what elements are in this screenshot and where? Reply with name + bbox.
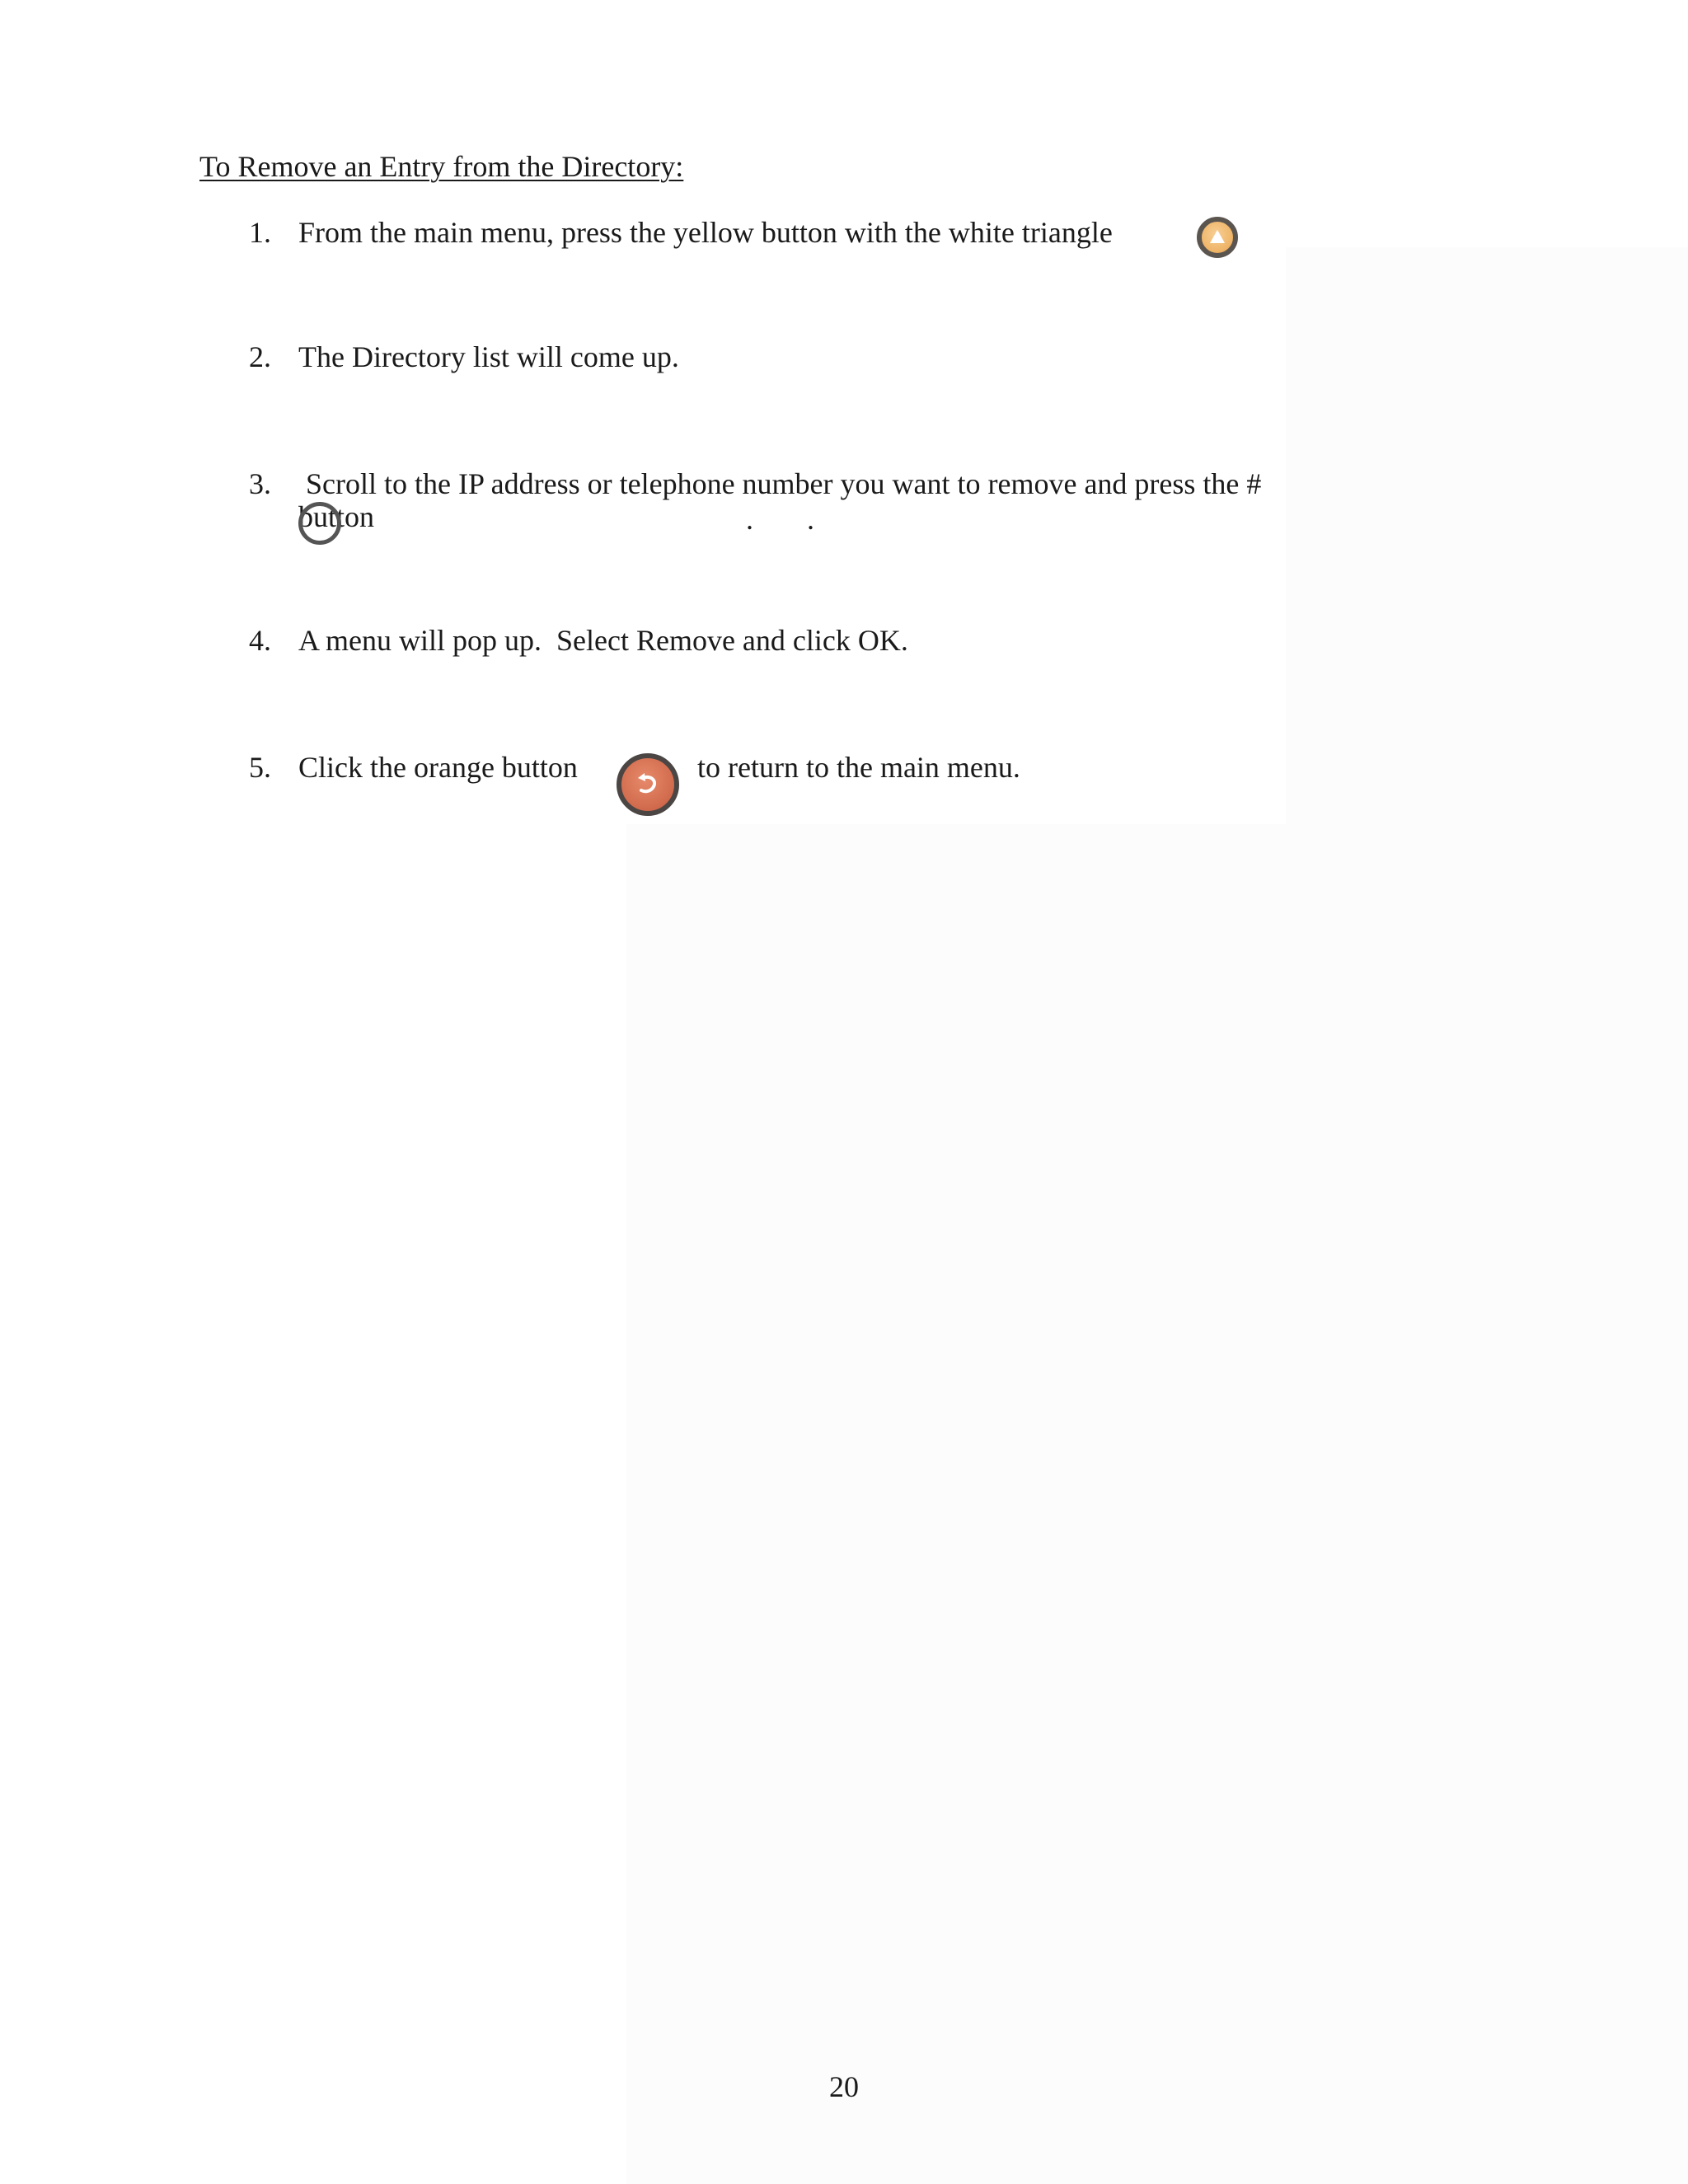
step-number: 3. <box>249 467 271 500</box>
step-number: 1. <box>249 216 271 249</box>
scan-shading-top <box>1286 247 1688 824</box>
yellow-triangle-button-icon <box>1197 217 1238 258</box>
step-number: 4. <box>249 624 271 657</box>
step-text-after-icon: to return to the main menu. <box>697 751 1020 784</box>
orange-back-button-icon <box>617 753 679 816</box>
step-number: 5. <box>249 751 271 784</box>
stray-dot: . <box>807 503 814 536</box>
stray-dot: . <box>746 503 753 536</box>
section-heading: To Remove an Entry from the Directory: <box>199 150 684 183</box>
step-text-continued: button <box>298 500 375 533</box>
hash-button-icon <box>298 502 341 545</box>
back-arrow-icon <box>631 768 664 801</box>
step-text: A menu will pop up. Select Remove and click OK. <box>298 624 908 657</box>
step-text-before-icon: Click the orange button <box>298 751 578 784</box>
step-text: From the main menu, press the yellow button with the white triangle <box>298 216 1113 249</box>
page-number: 20 <box>829 2070 859 2103</box>
step-number: 2. <box>249 340 271 373</box>
scan-shading <box>626 824 1688 2184</box>
step-text: Scroll to the IP address or telephone number you want to remove and press the # <box>298 467 1262 500</box>
step-text: The Directory list will come up. <box>298 340 679 373</box>
